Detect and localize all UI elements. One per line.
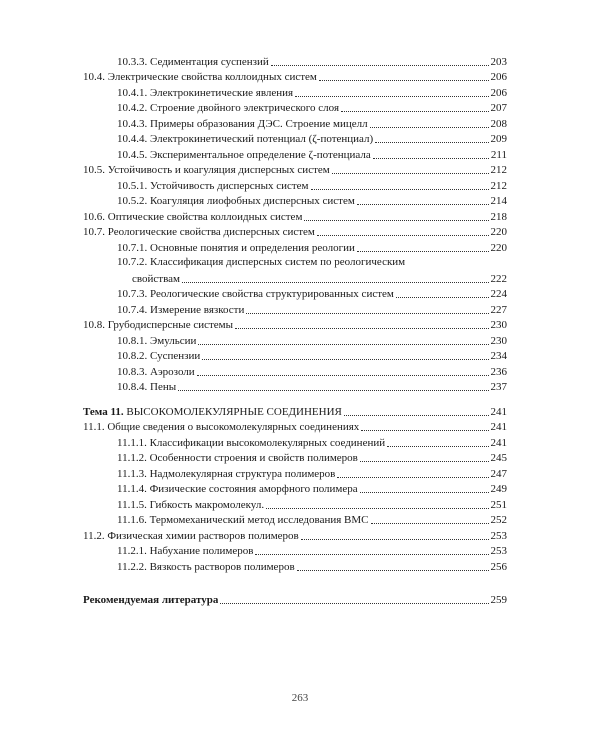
toc-entry-references: Рекомендуемая литература 259 xyxy=(83,594,507,606)
toc-entry: 11.1.4. Физические состояния аморфного полимера 249 xyxy=(117,483,507,495)
table-of-contents xyxy=(83,53,507,607)
toc-entry: 10.7.3. Реологические свойства структурированных систем 224 xyxy=(117,288,507,300)
toc-entry: 11.1.1. Классификации высокомолекулярных соединений 241 xyxy=(117,436,507,449)
toc-entry: 11.1.2. Особенности строения и свойств полимеров 245 xyxy=(117,452,507,464)
toc-entry: 10.5.1. Устойчивость дисперсных систем 212 xyxy=(117,179,507,192)
toc-entry: 10.7.2. Классификация дисперсных систем по реологическим свойствам 222 xyxy=(117,255,507,285)
toc-entry: 11.1.5. Гибкость макромолекул. 251 xyxy=(117,498,507,511)
page-number: 263 xyxy=(291,692,309,704)
toc-entry: 10.8. Грубодисперсные системы 230 xyxy=(83,319,507,331)
toc-entry: 10.8.3. Аэрозоли 236 xyxy=(117,365,507,378)
toc-entry: 10.3.3. Седиментация суспензий 203 xyxy=(117,55,507,68)
toc-entry: 10.5. Устойчивость и коагуляция дисперсных систем 212 xyxy=(83,164,507,176)
toc-entry: 11.1.3. Надмолекулярная структура полимеров 247 xyxy=(117,467,507,480)
toc-entry: 10.4. Электрические свойства коллоидных систем 206 xyxy=(83,71,507,83)
toc-entry: 10.4.4. Электрокинетический потенциал (ζ-потенциал) 209 xyxy=(117,133,507,145)
toc-entry: 11.2. Физическая химии растворов полимеров 253 xyxy=(83,529,507,542)
toc-entry: 10.5.2. Коагуляция лиофобных дисперсных систем 214 xyxy=(117,195,507,207)
toc-entry-chapter: Тема 11. ВЫСОКОМОЛЕКУЛЯРНЫЕ СОЕДИНЕНИЯ 241 xyxy=(83,405,507,418)
toc-entry: 11.2.1. Набухание полимеров 253 xyxy=(117,545,507,557)
toc-entry: 10.4.2. Строение двойного электрического слоя 207 xyxy=(117,102,507,114)
toc-entry: 10.4.1. Электрокинетические явления 206 xyxy=(117,86,507,99)
toc-entry: 11.1. Общие сведения о высокомолекулярных соединениях 241 xyxy=(83,421,507,433)
toc-entry: 10.8.1. Эмульсии 230 xyxy=(117,334,507,347)
toc-entry: 11.2.2. Вязкость растворов полимеров 256 xyxy=(117,560,507,573)
toc-entry: 10.7.4. Измерение вязкости 227 xyxy=(117,303,507,316)
toc-entry: 11.1.6. Термомеханический метод исследования ВМС 252 xyxy=(117,514,507,526)
toc-entry: 10.8.2. Суспензии 234 xyxy=(117,350,507,362)
toc-entry: 10.4.5. Экспериментальное определение ζ-потенциала 211 xyxy=(117,148,507,161)
toc-entry: 10.4.3. Примеры образования ДЭС. Строение мицелл 208 xyxy=(117,117,507,130)
toc-entry: 10.7. Реологические свойства дисперсных систем 220 xyxy=(83,226,507,238)
toc-entry: 10.6. Оптические свойства коллоидных систем 218 xyxy=(83,210,507,223)
toc-entry: 10.8.4. Пены 237 xyxy=(117,381,507,393)
toc-entry: 10.7.1. Основные понятия и определения реологии 220 xyxy=(117,241,507,254)
